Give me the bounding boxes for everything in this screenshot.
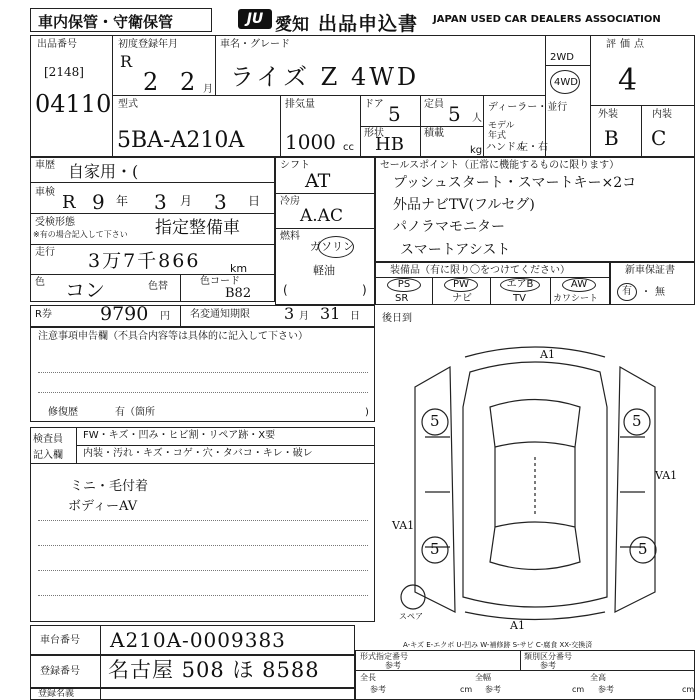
cert-ref-1: 参考 [385, 661, 401, 670]
selling-point-1: プッシュスタート・スマートキー×2コ [393, 175, 637, 191]
recycle-unit: 円 [160, 311, 170, 322]
equip-airbag: エアB [500, 278, 540, 292]
warranty-label: 新車保証書 [625, 265, 675, 276]
mark-left-side: VA1 [392, 519, 415, 532]
english-title: JAPAN USED CAR DEALERS ASSOCIATION [433, 14, 661, 25]
first-registration-year: 2 [143, 68, 159, 96]
score-value: 4 [618, 63, 638, 98]
capacity-unit: 人 [472, 113, 482, 124]
shift-label: シフト [280, 160, 310, 171]
doors-value: 5 [388, 102, 401, 126]
load-label: 積載 [424, 128, 444, 139]
cert-dim-length: 全長 [360, 673, 376, 682]
color-label: 色 [35, 277, 45, 288]
storage-badge-text: 車内保管・守衛保管 [38, 13, 174, 31]
equip-aw: AW [562, 278, 596, 292]
warranty-sep: ・ [641, 287, 651, 298]
history-value: 自家用・( [68, 162, 139, 181]
cert-label-2: 類別区分番号 [524, 652, 572, 661]
fuel-paren-open: ( [283, 283, 288, 297]
equip-navi: ナビ [452, 293, 472, 304]
name-change-day-unit: 日 [350, 311, 360, 322]
first-registration-label: 初度登録年月 [118, 39, 178, 50]
after-label: 後日到 [382, 313, 412, 324]
ac-value: A.AC [300, 206, 343, 226]
selling-point-4: スマートアシスト [400, 242, 511, 258]
tire-rr-depth: 5 [638, 540, 648, 558]
cert-dim-height-ref: 参考 [598, 685, 614, 694]
model-year-label: モデル年式 [488, 121, 515, 141]
repair-value: 有（箇所 [115, 407, 155, 418]
color-code-label: 色コード [200, 276, 240, 287]
first-registration-month: 2 [180, 68, 196, 96]
inspection-month-unit: 月 [180, 194, 193, 208]
repair-label: 修復歴 [48, 407, 78, 418]
inspector-label: 検査員記入欄 [33, 434, 63, 461]
first-registration-month-unit: 月 [203, 84, 213, 95]
equip-kawaseat: カワシート [553, 294, 599, 304]
inspection-day-unit: 日 [248, 194, 261, 208]
selling-point-2: 外品ナビTV(フルセグ) [393, 197, 535, 213]
selling-points-label: セールスポイント（正常に機能するものに限ります） [380, 160, 620, 171]
car-diagram [375, 327, 695, 632]
inspection-year-unit: 年 [116, 194, 129, 208]
warranty-yes: 有 [617, 283, 637, 301]
damage-legend: A-キズ E-エクボ U-凹み W-補修跡 S-サビ C-腐食 XX-交換済 [403, 641, 593, 649]
capacity-value: 5 [448, 102, 461, 126]
inspection-era: R [62, 192, 76, 213]
form-title: 出品申込書 [318, 13, 419, 35]
color-code-value: B82 [225, 286, 252, 301]
handle-options: 左・右 [518, 142, 548, 153]
score-label: 評価点 [606, 39, 648, 50]
fuel-label: 燃料 [280, 231, 300, 242]
shape-value: HB [375, 134, 404, 155]
cert-dim-width-ref: 参考 [485, 685, 501, 694]
footer-label: 登録名義 [38, 689, 75, 699]
displacement-unit: cc [343, 142, 354, 153]
cert-dim-height: 全高 [590, 673, 606, 682]
fuel-gasoline-circle [318, 236, 354, 258]
inspection-month: 3 [154, 190, 167, 214]
cert-dim-length-ref: 参考 [370, 685, 386, 694]
shape-label: 形状 [364, 128, 384, 139]
cert-dim-height-unit: cm [682, 685, 695, 694]
capacity-label: 定員 [424, 99, 444, 110]
garage-sub: ※有の場合記入して下さい [33, 230, 128, 239]
chassis-label: 車台番号 [40, 635, 80, 646]
inspection-label: 車検 [35, 187, 55, 198]
tire-circles [401, 409, 656, 609]
exterior-grade: B [604, 126, 619, 150]
displacement-value: 1000 [285, 130, 336, 154]
drive-2wd: 2WD [550, 52, 574, 63]
inspector-row1: FW・キズ・凹み・ヒビ割・リペア跡・X要 [83, 430, 276, 441]
org-name: 愛知 [275, 15, 309, 35]
dealer-label: ディーラー・並行 [488, 102, 568, 113]
equipment-label: 装備品（有に限り〇をつけてください） [390, 265, 570, 276]
chassis-value: A210A-0009383 [110, 628, 286, 652]
model-value: 5BA-A210A [117, 128, 245, 153]
recycle-label: R券 [35, 309, 52, 320]
doors-label: ドア [364, 99, 384, 110]
garage-value: 指定整備車 [155, 218, 240, 238]
equip-pw: PW [444, 278, 478, 292]
inspector-note-1: ミニ・毛付着 [70, 479, 149, 494]
fuel-paren-close: ) [362, 283, 367, 297]
displacement-label: 排気量 [285, 99, 315, 110]
inspection-year: 9 [92, 190, 105, 214]
mark-rear: A1 [510, 619, 525, 632]
interior-label: 内装 [652, 109, 672, 120]
mark-front: A1 [540, 348, 555, 361]
spare-tire [401, 585, 425, 609]
drive-4wd: 4WD [554, 77, 578, 88]
ju-logo: JU [238, 9, 272, 29]
first-registration-era: R [120, 52, 133, 71]
cert-dim-width-unit: cm [572, 685, 585, 694]
warranty-no: 無 [655, 287, 665, 298]
color-value: コン [65, 278, 105, 302]
color-change-label: 色替 [148, 281, 168, 292]
cert-ref-2: 参考 [540, 661, 556, 670]
lot-number: 04110 [35, 90, 112, 118]
selling-point-3: パノラマモニター [393, 219, 505, 235]
lot-sub-number: [2148] [44, 65, 84, 79]
shift-value: AT [305, 170, 331, 192]
car-name-value: ライズ Z 4WD [230, 63, 420, 91]
equip-sr: SR [395, 293, 409, 304]
tire-fl-depth: 5 [430, 412, 440, 430]
lot-number-label: 出品番号 [37, 39, 77, 50]
mileage-unit: km [230, 262, 248, 275]
inspector-note-2: ボディーAV [68, 499, 138, 514]
mileage-value: 3万7千866 [88, 250, 201, 272]
drive-4wd-circle [550, 70, 580, 94]
registration-label: 登録番号 [40, 666, 80, 677]
car-name-label: 車名・グレード [220, 39, 290, 50]
tire-fr-depth: 5 [632, 412, 642, 430]
recycle-value: 9790 [100, 303, 149, 325]
ac-label: 冷房 [280, 196, 300, 207]
cert-dim-length-unit: cm [460, 685, 473, 694]
spare-label: スペア [399, 612, 423, 621]
equip-tv: TV [513, 293, 526, 304]
cert-dim-width: 全幅 [475, 673, 491, 682]
inspector-row2: 内装・汚れ・キズ・コゲ・穴・タバコ・キレ・破レ [83, 448, 313, 459]
registration-value: 名古屋 508 ほ 8588 [108, 658, 320, 682]
history-label: 車歴 [35, 160, 55, 171]
garage-label: 受検形態 [35, 217, 75, 228]
name-change-month: 3 [284, 304, 295, 323]
interior-grade: C [651, 126, 667, 150]
footer-row [30, 688, 355, 700]
cert-label-1: 形式指定番号 [360, 652, 408, 661]
fuel-diesel: 軽油 [313, 264, 335, 277]
mark-right-side: VA1 [655, 469, 678, 482]
exterior-label: 外装 [598, 109, 618, 120]
load-unit: kg [470, 145, 483, 156]
notes-label: 注意事項申告欄（不具合内容等は具体的に記入して下さい） [38, 331, 308, 342]
repair-close: ) [365, 407, 369, 418]
name-change-day: 31 [320, 304, 341, 323]
handle-label: ハンドル [486, 142, 526, 153]
mileage-label: 走行 [35, 247, 55, 258]
name-change-month-unit: 月 [299, 311, 309, 322]
tire-rl-depth: 5 [430, 540, 440, 558]
name-change-label: 名変通知期限 [190, 309, 250, 320]
fuel-gasoline: ガソリン [310, 240, 354, 253]
inspection-day: 3 [214, 190, 227, 214]
equip-ps: PS [387, 278, 421, 292]
model-label: 型式 [118, 99, 138, 110]
